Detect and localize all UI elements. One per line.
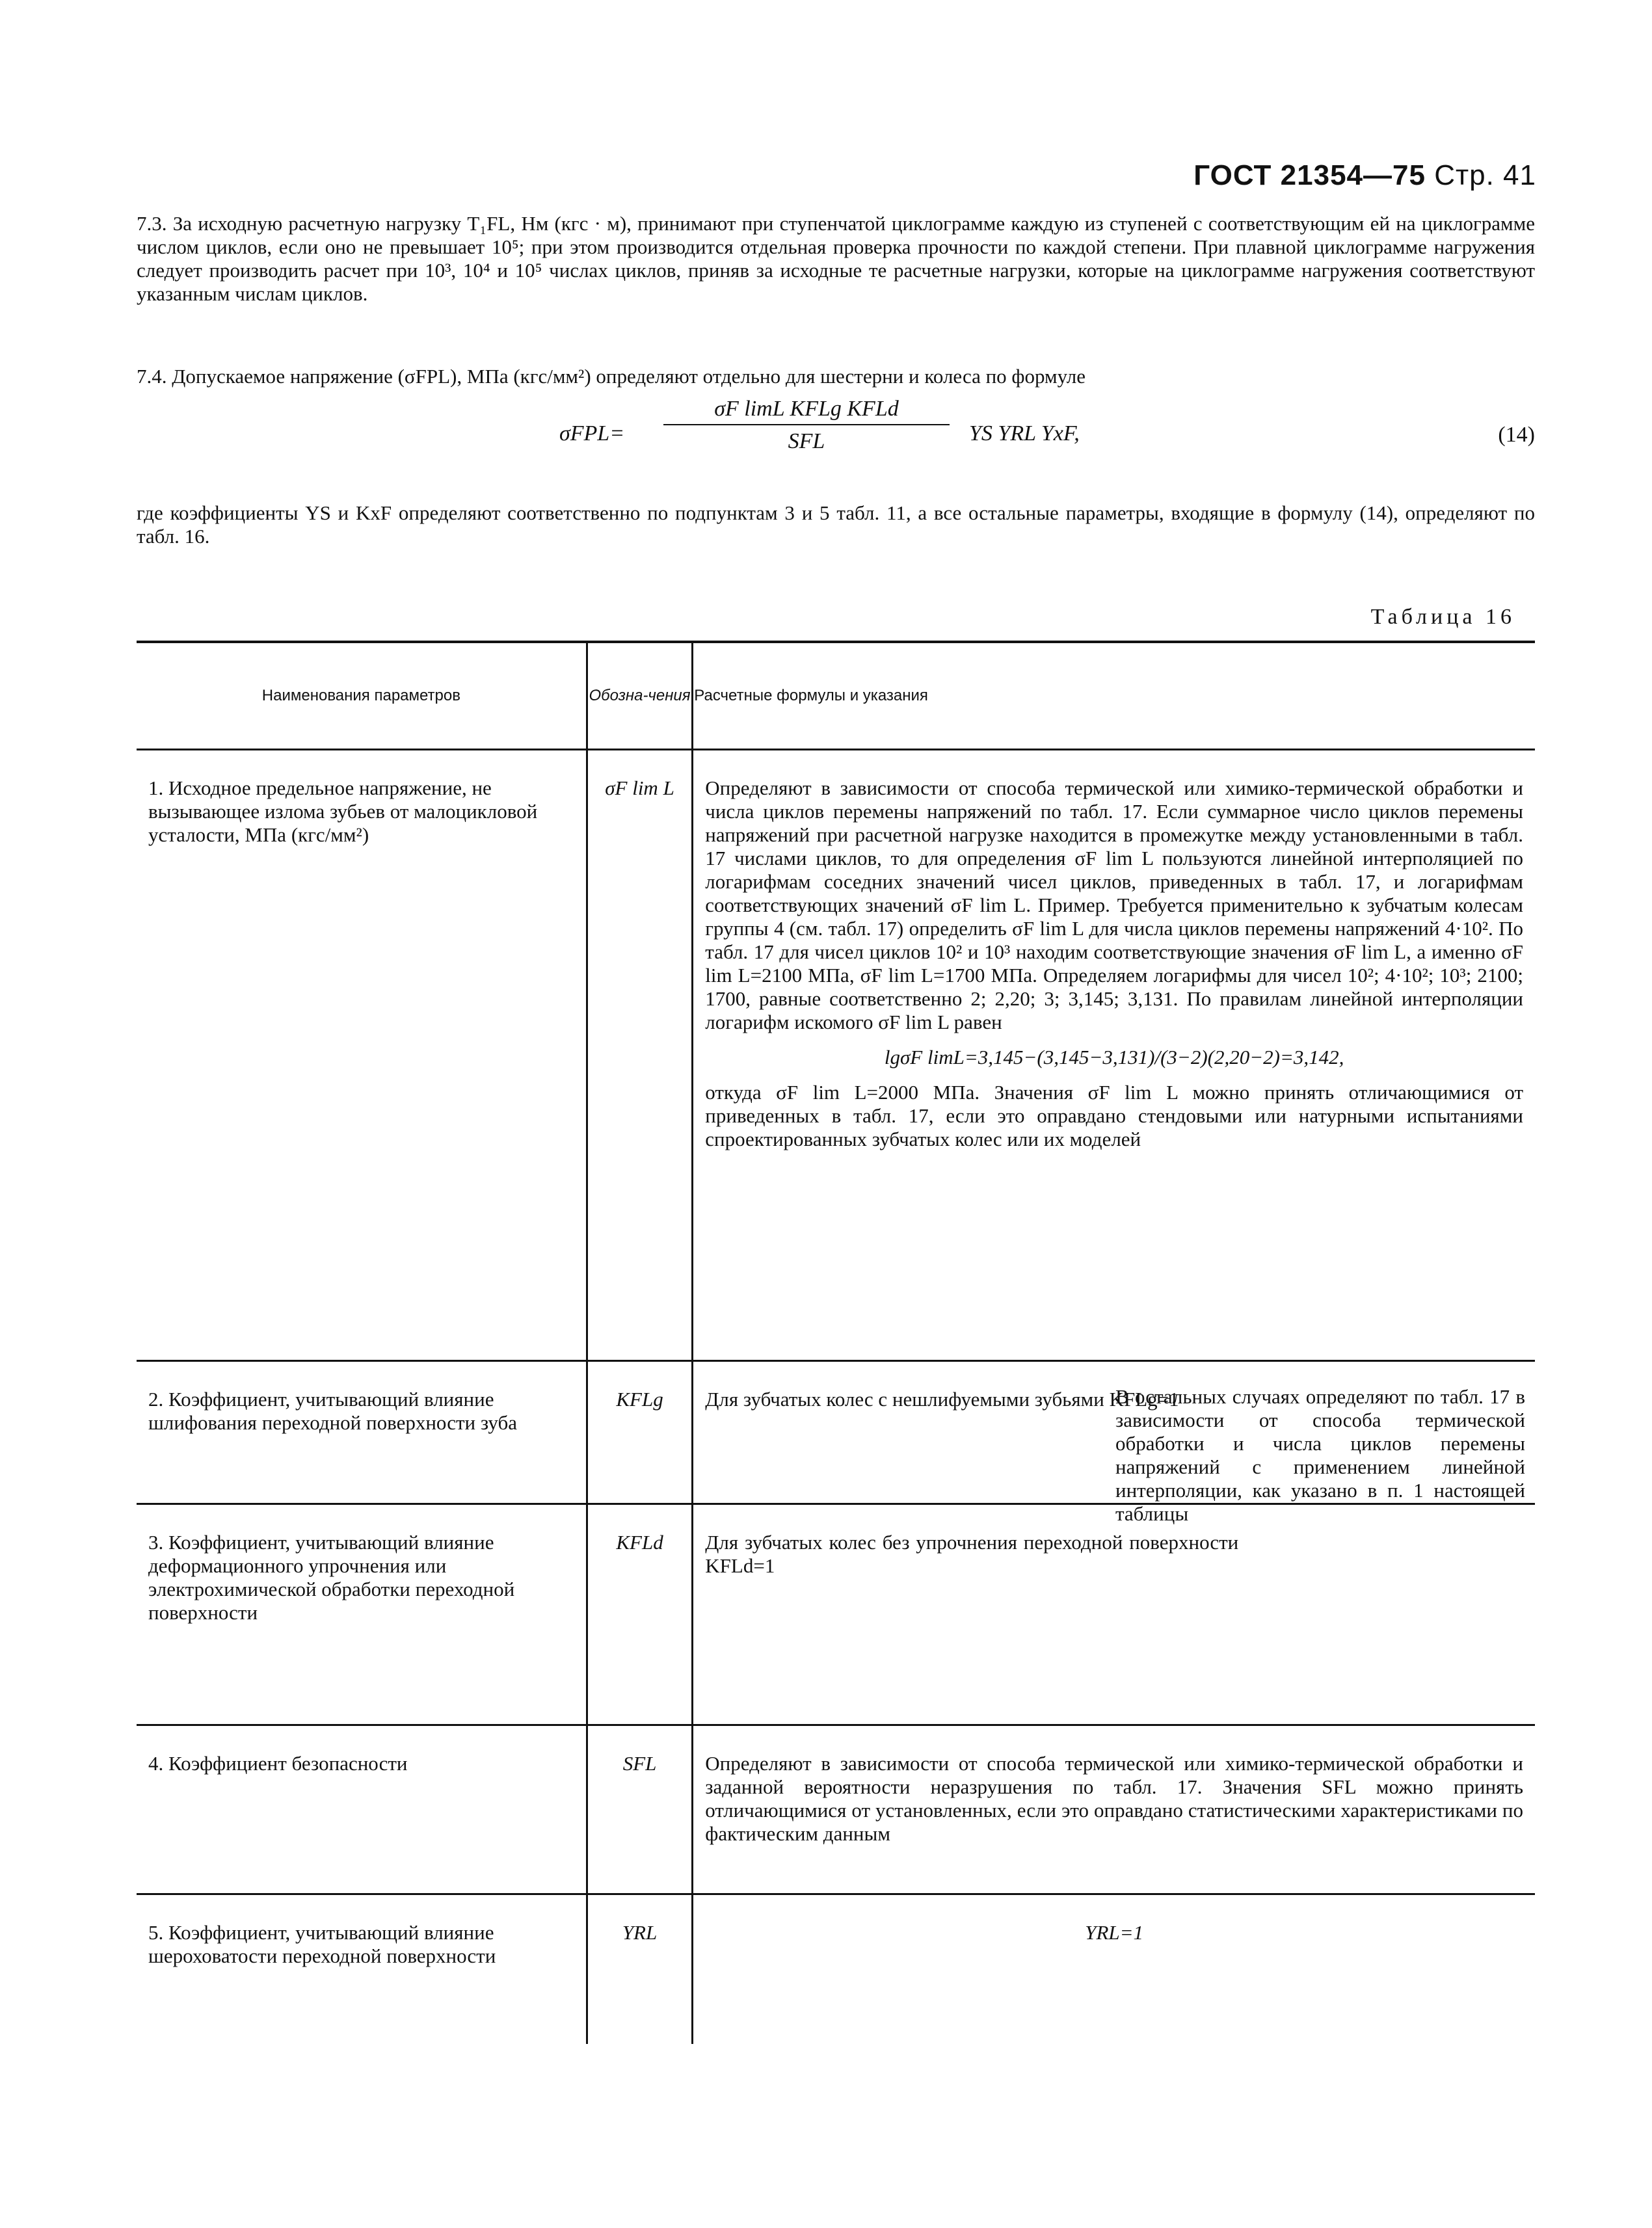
row-4-text: Определяют в зависимости от способа термической или химико-термической обработки и заданной вероятности неразрушения по табл. 17. Значения SFL можно принять отличающимися от установленных, если это оправдано статистическими характеристиками по фактическим данным [693,1725,1535,1894]
row-5-text: YRL=1 [693,1894,1535,2044]
paragraph-7-3: 7.3. За исходную расчетную нагрузку T₁FL, Нм (кгс · м), принимают при ступенчатой циклограмме каждую из ступеней с соответствующим ей на циклограмме числом циклов, если оно не превышает 10⁵; при этом производится отдельная проверка прочности по каждой степени. При плавной циклограмме нагружения следует производить расчет при 10³, 10⁴ и 10⁵ числах циклов, приняв за исходные те расчетные нагрузки, которые на циклограмме нагружения соответствуют указанным числам циклов. [137,212,1535,305]
row-5-symbol: YRL [587,1894,692,2044]
row-5-name: 5. Коэффициент, учитывающий влияние шероховатости переходной поверхности [137,1894,587,2044]
row-2-name: 2. Коэффициент, учитывающий влияние шлифования переходной поверхности зуба [137,1361,587,1504]
row-1-symbol: σF lim L [587,750,692,1361]
paragraph-7-4: 7.4. Допускаемое напряжение (σFPL), МПа (кгс/мм²) определяют отдельно для шестерни и колеса по формуле [137,365,1086,388]
formula-fraction [663,397,950,454]
row-4-symbol: SFL [587,1725,692,1894]
merged-note: В остальных случаях определяют по табл. 17 в зависимости от способа термической обработки и числа циклов перемены напряжений с применением линейной интерполяции, как указано в п. 1 настоящей таблицы [1115,1385,1525,1525]
formula-tail: YS YRL YxF, [969,421,1080,445]
row-1-text [693,750,1535,1361]
row-3-name: 3. Коэффициент, учитывающий влияние деформационного упрочнения или электрохимической обработки переходной поверхности [137,1504,587,1725]
standard-label: ГОСТ [1193,159,1272,191]
row-1-conclusion: откуда σF lim L=2000 МПа. Значения σF lim L можно принять отличающимися от приведенных в табл. 17, если это оправдано стендовыми или натурными испытаниями спроектированных зубчатых колес или их моделей [705,1081,1523,1150]
page-header [1193,159,1536,192]
row-2-symbol: KFLg [587,1361,692,1504]
row-3-symbol: KFLd [587,1504,692,1725]
formula-lhs: σFPL= [559,421,625,445]
page-number: Стр. 41 [1434,159,1536,191]
row-1-description: Определяют в зависимости от способа термической или химико-термической обработки и числа циклов перемены напряжений по табл. 17. Если суммарное число циклов перемены напряжений при расчетной нагрузке находится в промежутке между установленными в табл. 17 числами циклов, то для определения σF lim L пользуются линейной интерполяцией по логарифмам соседних значений чисел циклов, приведенных в табл. 17, и логарифмам соответствующих значений σF lim L. Пример. Требуется применительно к зубчатым колесам группы 4 (см. табл. 17) определить σF lim L для числа циклов перемены напряжений 4·10². По табл. 17 для чисел циклов 10² и 10³ находим соответствующие значения σF lim L, а именно σF lim L=2100 МПа, σF lim L=1700 МПа. Определяем логарифмы для чисел 10²; 4·10²; 10³; 2100; 1700, равные соответственно 2; 2,20; 3; 3,145; 3,131. По правилам линейной интерполяции логарифм искомого σF lim L равен [705,776,1523,1033]
formula-numerator: σF limL KFLg KFLd [663,397,950,425]
table-title: Таблица 16 [1370,605,1515,629]
parameters-table [137,641,1535,2044]
standard-number: 21354—75 [1280,159,1426,191]
row-1-name: 1. Исходное предельное напряжение, не вызывающее излома зубьев от малоцикловой усталости, МПа (кгс/мм²) [137,750,587,1361]
interpolation-formula: lgσF limL=3,145−(3,145−3,131)/(3−2)(2,20−2)=3,142, [884,1046,1344,1068]
formula-denominator: SFL [788,429,825,453]
header-formulas: Расчетные формулы и указания [693,642,1535,750]
header-parameter-name: Наименования параметров [137,642,587,750]
row-4-name: 4. Коэффициент безопасности [137,1725,587,1894]
header-symbol: Обозна-чения [587,642,692,750]
row-2-description: Для зубчатых колес с нешлифуемыми зубьями KFLg=1 [705,1388,1179,1411]
row-3-text [693,1504,1535,1725]
row-3-description: Для зубчатых колес без упрочнения переходной поверхности KFLd=1 [705,1531,1239,1577]
formula-explanation: где коэффициенты YS и KxF определяют соответственно по подпунктам 3 и 5 табл. 11, а все остальные параметры, входящие в формулу (14), определяют по табл. 16. [137,501,1535,548]
formula-14 [559,397,1535,488]
formula-number: (14) [1498,423,1535,447]
